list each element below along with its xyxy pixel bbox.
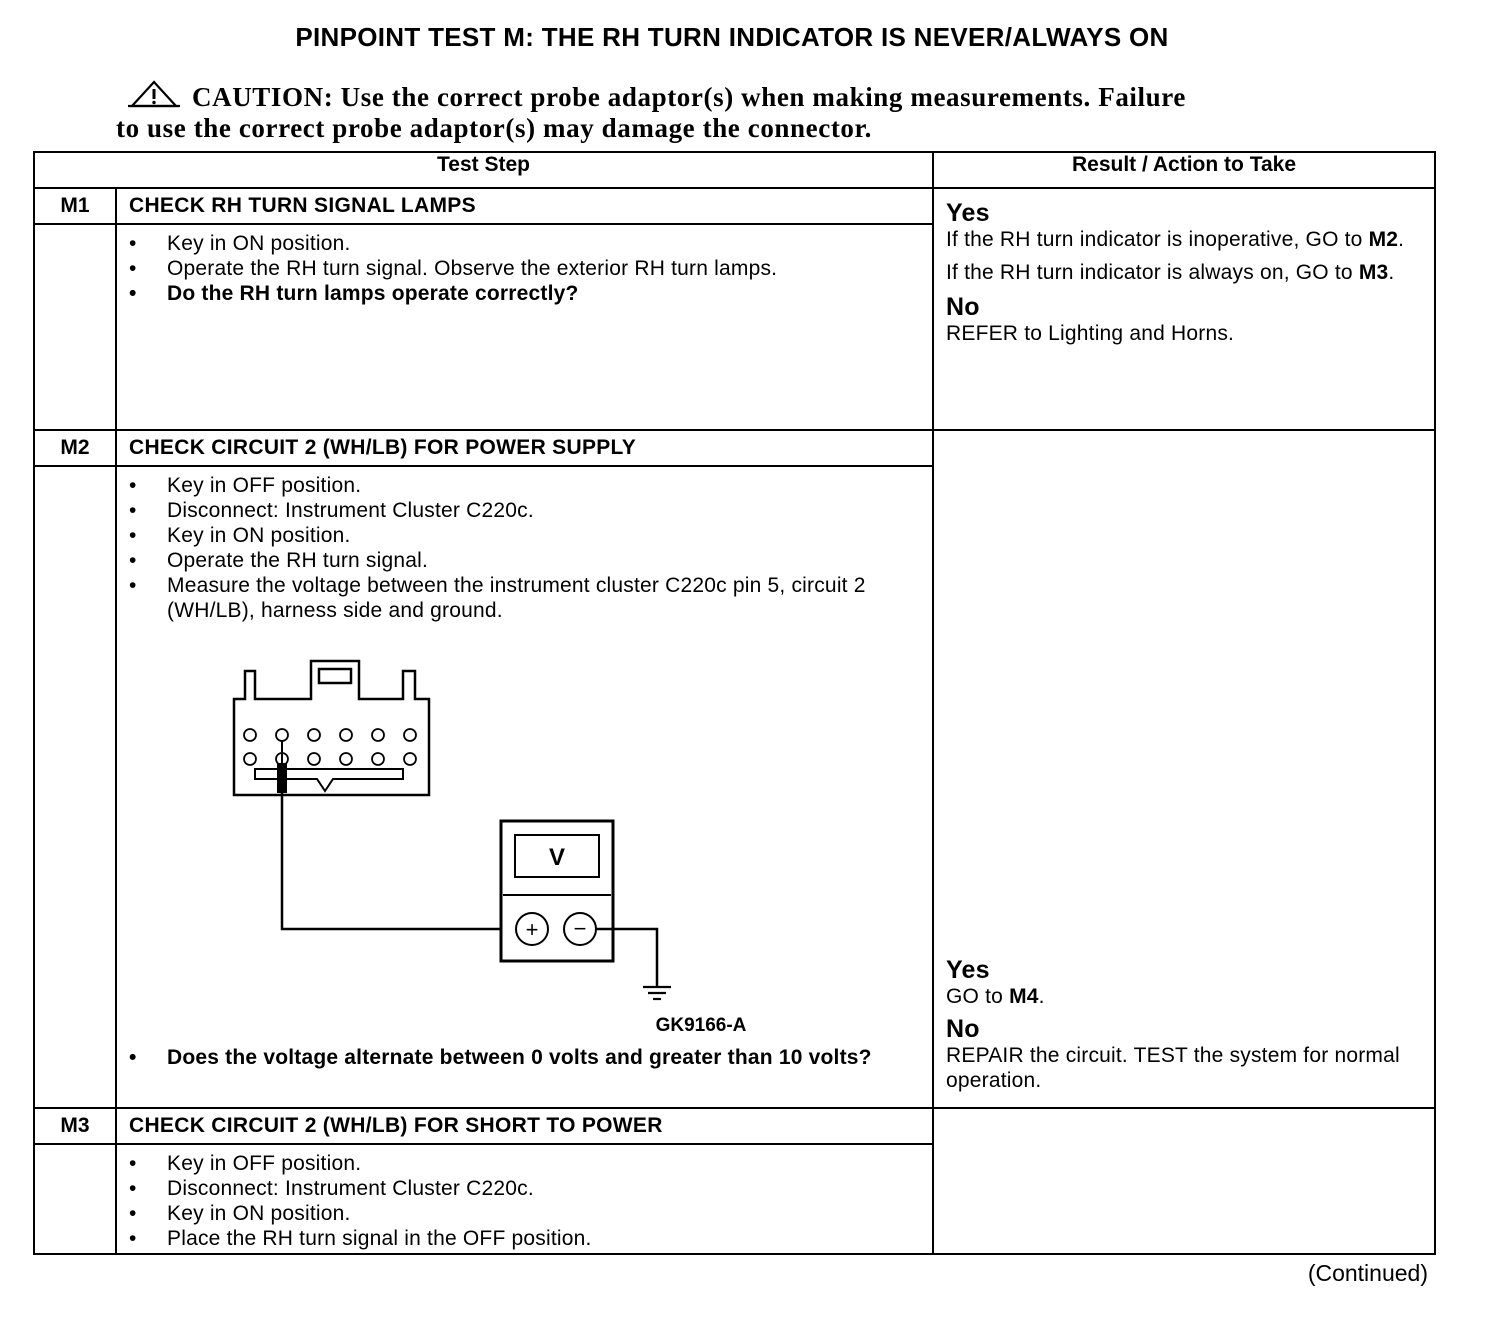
list-item: • Key in ON position. [129, 231, 932, 256]
step-id-m3: M3 [34, 1108, 116, 1144]
step-m3-title-row [34, 1108, 1435, 1144]
m1-yes-label: Yes [946, 199, 990, 227]
m1-no-label: No [946, 293, 980, 321]
warning-triangle-icon [128, 80, 180, 108]
step-title-m2: CHECK CIRCUIT 2 (WH/LB) FOR POWER SUPPLY [116, 430, 933, 466]
result-cell-m3 [933, 1108, 1435, 1254]
list-item: • Key in OFF position. [129, 1151, 932, 1176]
list-item: • Key in ON position. [129, 523, 932, 548]
caution-line-2: to use the correct probe adaptor(s) may damage the connector. [116, 113, 872, 143]
m1-no-text: REFER to Lighting and Horns. [946, 322, 1235, 345]
header-result: Result / Action to Take [933, 152, 1435, 188]
list-item: • Disconnect: Instrument Cluster C220c. [129, 498, 932, 523]
caution-block [116, 80, 1346, 144]
meter-display-label: V [548, 844, 566, 871]
step-m1-body [116, 224, 933, 430]
ground-icon [643, 987, 671, 999]
probe-icon [277, 741, 287, 793]
step-id-m1: M1 [34, 188, 116, 224]
m1-yes-text-2: If the RH turn indicator is always on, GO to M3. [946, 261, 1395, 284]
m1-yes-text-1: If the RH turn indicator is inoperative, GO to M2. [946, 228, 1405, 251]
step-title-m1: CHECK RH TURN SIGNAL LAMPS [116, 188, 933, 224]
voltmeter [501, 821, 613, 961]
pinpoint-table [33, 151, 1436, 1255]
plus-terminal-icon: + [525, 917, 539, 942]
step-question-m2: • Does the voltage alternate between 0 volts and greater than 10 volts? [129, 1045, 932, 1070]
list-item: • Key in ON position. [129, 1201, 932, 1226]
list-item: • Key in OFF position. [129, 473, 932, 498]
minus-terminal-icon: − [573, 916, 587, 941]
m2-yes-label: Yes [946, 956, 990, 984]
caution-label: CAUTION: [192, 82, 334, 112]
m2-yes-text: GO to M4. [946, 985, 1045, 1008]
positive-lead [282, 793, 511, 929]
caution-line-1: Use the correct probe adaptor(s) when making measurements. Failure [340, 82, 1186, 112]
step-m1-spacer [34, 224, 116, 430]
list-item: • Operate the RH turn signal. Observe the exterior RH turn lamps. [129, 256, 932, 281]
connector-c220c [234, 661, 429, 795]
result-cell-m1 [933, 188, 1435, 430]
step-m3-spacer [34, 1144, 116, 1254]
step-m2-body [116, 466, 933, 1108]
list-item: • Place the RH turn signal in the OFF position. [129, 1226, 932, 1251]
list-item: • Operate the RH turn signal. [129, 548, 932, 573]
result-cell-m2 [933, 430, 1435, 1108]
continued-label: (Continued) [1307, 1260, 1428, 1286]
list-item: • Disconnect: Instrument Cluster C220c. [129, 1176, 932, 1201]
page-title: PINPOINT TEST M: THE RH TURN INDICATOR IS NEVER/ALWAYS ON [295, 22, 1169, 52]
list-item: • Measure the voltage between the instrument cluster C220c pin 5, circuit 2 (WH/LB), harness side and ground. [129, 573, 932, 623]
voltmeter-connector-diagram [213, 659, 773, 1039]
table-header-row [34, 152, 1435, 188]
step-id-m2: M2 [34, 430, 116, 466]
figure-id: GK9166-A [655, 1015, 747, 1036]
step-m2-spacer [34, 466, 116, 1108]
header-test-step: Test Step [34, 152, 933, 188]
step-m2-title-row [34, 430, 1435, 466]
step-m1-title-row [34, 188, 1435, 224]
m2-no-text: REPAIR the circuit. TEST the system for normal operation. [946, 1044, 1400, 1092]
step-title-m3: CHECK CIRCUIT 2 (WH/LB) FOR SHORT TO POWER [116, 1108, 933, 1144]
m2-no-label: No [946, 1015, 980, 1043]
step-m3-body [116, 1144, 933, 1254]
step-question-m1: • Do the RH turn lamps operate correctly? [129, 281, 932, 306]
